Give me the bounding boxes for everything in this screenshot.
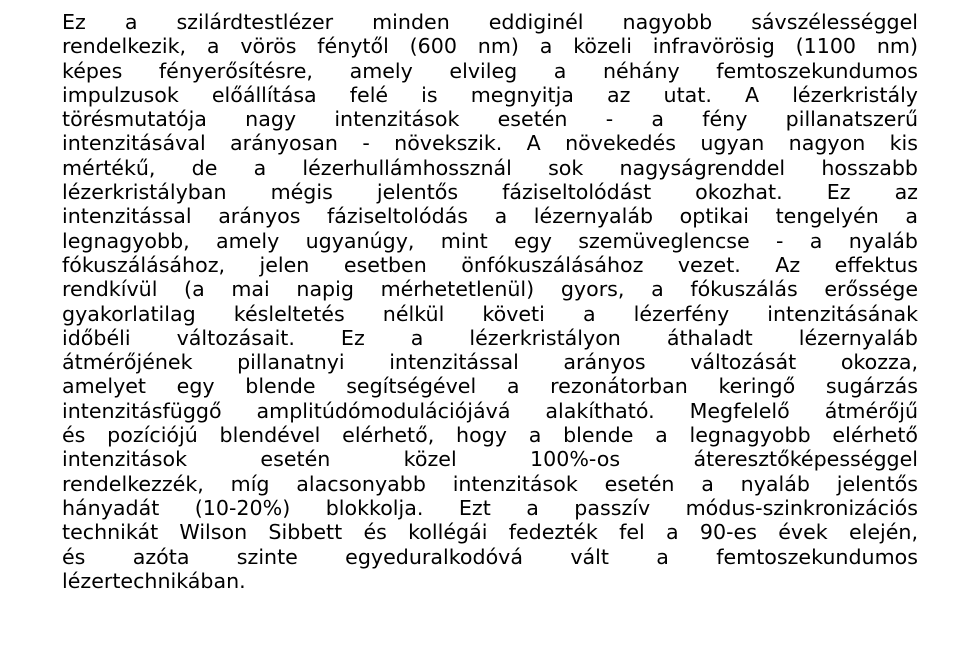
text-line: képes fényerősítésre, amely elvileg a néhány femtoszekundumos	[62, 58, 918, 83]
text-line: intenzitások esetén közel 100%-os áteresztőképességgel	[62, 447, 918, 472]
text-line: és pozíciójú blendével elérhető, hogy a blende a legnagyobb elérhető	[62, 423, 918, 448]
text-line: és azóta szinte egyeduralkodóvá vált a femtoszekundumos	[62, 544, 918, 569]
text-line: legnagyobb, amely ugyanúgy, mint egy szemüveglencse - a nyaláb	[62, 228, 918, 253]
text-line: intenzitással arányos fáziseltolódás a lézernyaláb optikai tengelyén a	[62, 204, 918, 229]
text-line: impulzusok előállítása felé is megnyitja az utat. A lézerkristály	[62, 82, 918, 107]
text-line: törésmutatója nagy intenzitások esetén - a fény pillanatszerű	[62, 107, 918, 132]
text-line: fókuszálásához, jelen esetben önfókuszálásához vezet. Az effektus	[62, 252, 918, 277]
text-line: lézertechnikában.	[62, 568, 246, 593]
text-line: rendelkezzék, míg alacsonyabb intenzitások esetén a nyaláb jelentős	[62, 471, 918, 496]
text-line: rendkívül (a mai napig mérhetetlenül) gyors, a fókuszálás erőssége	[62, 277, 918, 302]
text-line: lézerkristályban mégis jelentős fáziseltolódást okozhat. Ez az	[62, 180, 918, 205]
text-line: átmérőjének pillanatnyi intenzitással arányos változását okozza,	[62, 350, 918, 375]
text-line: gyakorlatilag késleltetés nélkül követi a lézerfény intenzitásának	[62, 301, 918, 326]
text-line: időbéli változásait. Ez a lézerkristályon áthaladt lézernyaláb	[62, 325, 918, 350]
text-line: Ez a szilárdtestlézer minden eddiginél nagyobb sávszélességgel	[62, 10, 918, 34]
text-line: technikát Wilson Sibbett és kollégái fedezték fel a 90-es évek elején,	[62, 520, 918, 545]
text-line: intenzitásával arányosan - növekszik. A növekedés ugyan nagyon kis	[62, 131, 918, 156]
text-line: mértékű, de a lézerhullámhossznál sok nagyságrenddel hosszabb	[62, 155, 918, 180]
text-line: rendelkezik, a vörös fénytől (600 nm) a közeli infravörösig (1100 nm)	[62, 34, 918, 59]
text-line: hányadát (10-20%) blokkolja. Ezt a passzív módus-szinkronizációs	[62, 495, 918, 520]
text-line: amelyet egy blende segítségével a rezonátorban keringő sugárzás	[62, 374, 918, 399]
text-line: intenzitásfüggő amplitúdómodulációjává alakítható. Megfelelő átmérőjű	[62, 398, 918, 423]
paragraph	[62, 10, 918, 593]
